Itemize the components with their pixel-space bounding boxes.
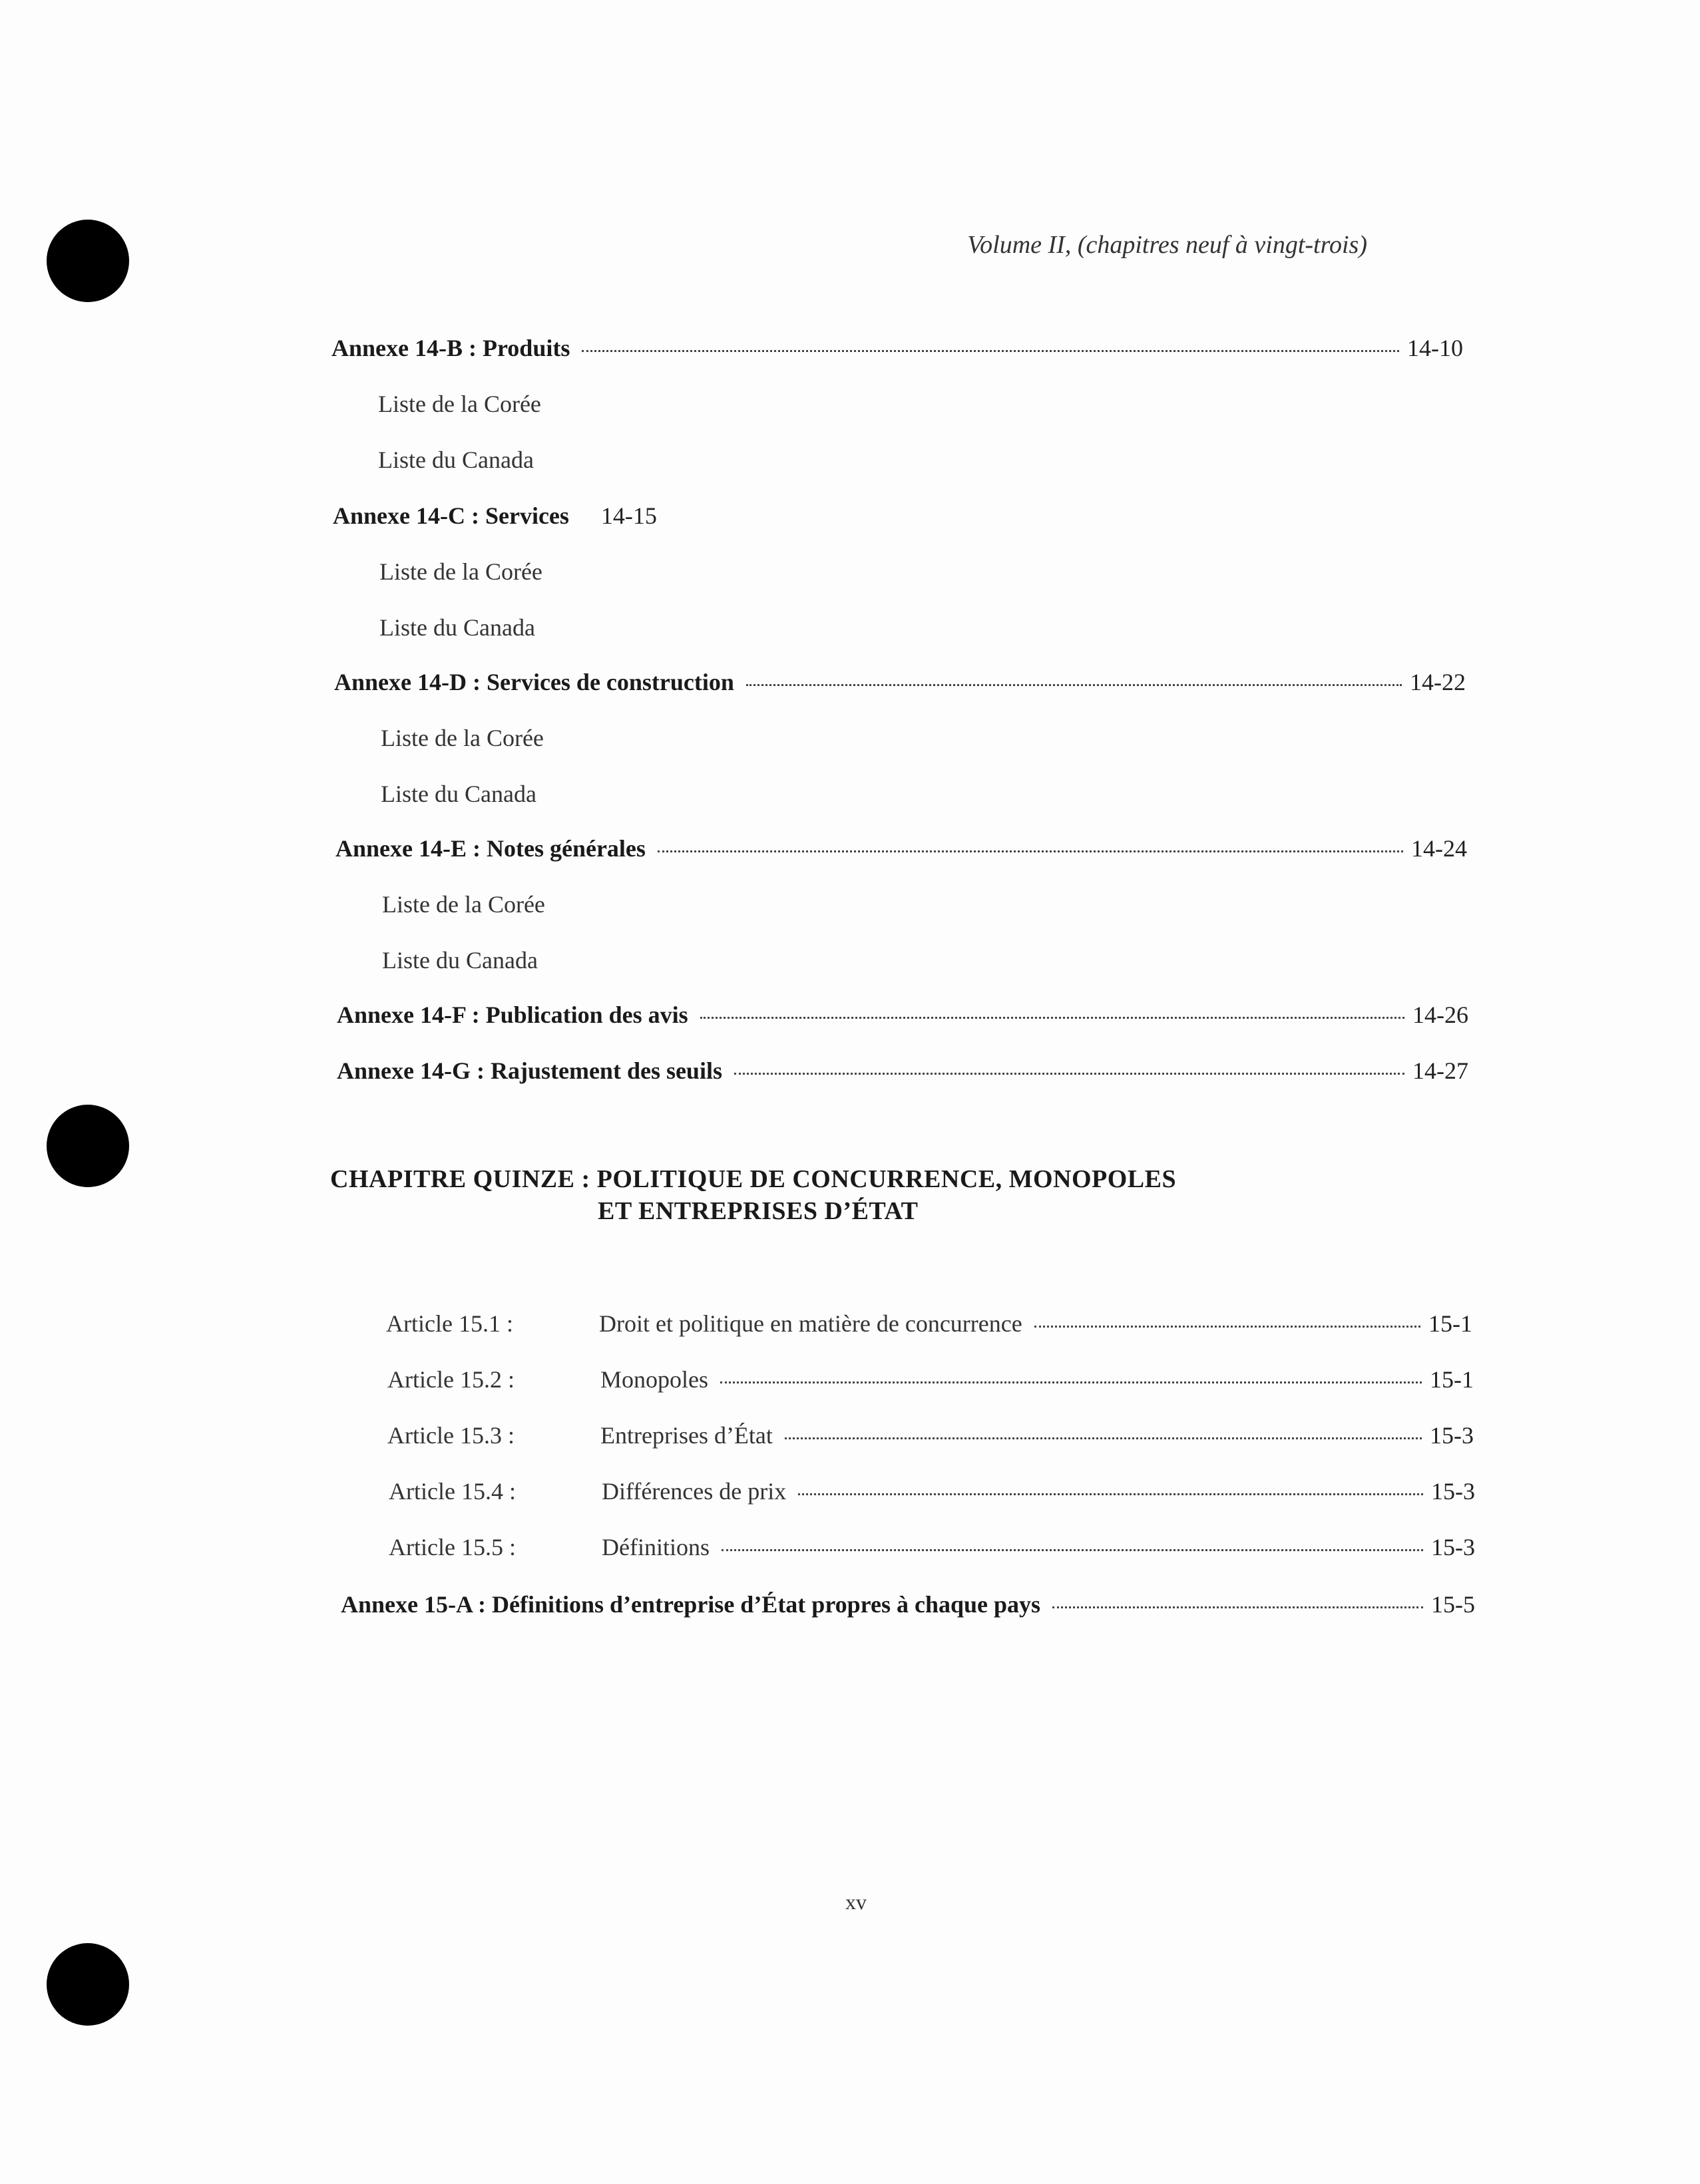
toc-entry-title: Annexe 15-A : Définitions d’entreprise d’État propres à chaque pays	[341, 1591, 1041, 1618]
article-number: Article 15.3 :	[387, 1422, 515, 1449]
toc-article-15-2	[387, 1365, 1474, 1393]
article-page: 15-3	[1431, 1534, 1475, 1560]
dot-leader	[734, 1073, 1404, 1075]
toc-subentry	[381, 724, 544, 752]
article-title: Monopoles	[600, 1366, 708, 1393]
dot-leader	[1034, 1326, 1420, 1328]
toc-entry-page: 14-15	[600, 502, 657, 529]
dot-leader	[582, 350, 1399, 352]
toc-subentry	[378, 446, 534, 474]
toc-entry-page: 14-22	[1410, 669, 1466, 695]
chapter-heading-line2: ET ENTREPRISES D’ÉTAT	[598, 1197, 919, 1225]
toc-subentry-label: Liste de la Corée	[379, 558, 542, 585]
toc-article-15-1	[386, 1310, 1472, 1338]
toc-subentry-label: Liste du Canada	[379, 614, 535, 641]
article-page: 15-1	[1430, 1366, 1474, 1393]
toc-article-15-5	[389, 1533, 1475, 1561]
toc-entry-page: 15-5	[1431, 1591, 1475, 1618]
article-number: Article 15.4 :	[389, 1478, 516, 1505]
toc-entry-title: Annexe 14-G : Rajustement des seuils	[337, 1057, 722, 1084]
toc-subentry-label: Liste de la Corée	[378, 391, 541, 417]
running-header: Volume II, (chapitres neuf à vingt-trois)	[967, 231, 1367, 259]
dot-leader	[798, 1493, 1423, 1495]
chapter-heading-line1: CHAPITRE QUINZE : POLITIQUE DE CONCURRENCE, MONOPOLES	[330, 1165, 1177, 1193]
toc-entry-title: Annexe 14-B : Produits	[331, 335, 570, 361]
article-number: Article 15.1 :	[386, 1310, 513, 1337]
toc-article-15-3	[387, 1421, 1474, 1449]
toc-subentry	[379, 558, 542, 586]
article-page: 15-3	[1430, 1422, 1474, 1449]
toc-entry-annexe-14-e	[335, 834, 1467, 862]
binder-hole-middle	[47, 1105, 129, 1187]
toc-entry-page: 14-27	[1412, 1057, 1468, 1084]
toc-subentry-label: Liste du Canada	[378, 447, 534, 473]
article-number: Article 15.2 :	[387, 1366, 515, 1393]
dot-leader	[1052, 1606, 1423, 1608]
toc-subentry-label: Liste de la Corée	[382, 891, 545, 918]
toc-subentry	[382, 890, 545, 918]
toc-entry-annexe-15-a	[341, 1590, 1475, 1618]
toc-subentry	[379, 614, 535, 641]
toc-entry-title: Annexe 14-C : Services	[333, 502, 569, 529]
dot-leader	[785, 1437, 1422, 1439]
dot-leader	[700, 1017, 1404, 1019]
toc-entry-annexe-14-b	[331, 334, 1463, 362]
page-number: xv	[845, 1890, 867, 1914]
toc-entry-page: 14-24	[1411, 835, 1467, 862]
dot-leader	[746, 684, 1402, 686]
article-title: Définitions	[602, 1534, 710, 1560]
article-title: Différences de prix	[602, 1478, 787, 1505]
toc-subentry	[381, 780, 536, 808]
article-title: Droit et politique en matière de concurrence	[599, 1310, 1022, 1337]
dot-leader	[720, 1381, 1422, 1383]
article-title: Entreprises d’État	[600, 1422, 773, 1449]
toc-entry-annexe-14-g	[337, 1057, 1468, 1085]
toc-subentry-label: Liste du Canada	[382, 947, 538, 974]
dot-leader	[658, 850, 1403, 852]
toc-entry-annexe-14-f	[337, 1001, 1468, 1029]
article-number: Article 15.5 :	[389, 1534, 516, 1560]
toc-entry-title: Annexe 14-D : Services de construction	[334, 669, 734, 695]
dot-leader	[722, 1549, 1423, 1551]
binder-hole-bottom	[47, 1943, 129, 2026]
toc-subentry-label: Liste de la Corée	[381, 725, 544, 751]
toc-entry-page: 14-26	[1412, 1001, 1468, 1028]
toc-subentry-label: Liste du Canada	[381, 781, 536, 807]
toc-entry-annexe-14-c	[333, 502, 657, 530]
toc-subentry	[382, 946, 538, 974]
toc-entry-title: Annexe 14-F : Publication des avis	[337, 1001, 688, 1028]
toc-article-15-4	[389, 1477, 1475, 1505]
article-page: 15-3	[1431, 1478, 1475, 1505]
toc-entry-title: Annexe 14-E : Notes générales	[335, 835, 646, 862]
toc-entry-annexe-14-d	[334, 668, 1466, 696]
article-page: 15-1	[1428, 1310, 1472, 1337]
toc-subentry	[378, 390, 541, 418]
binder-hole-top	[47, 220, 129, 302]
toc-entry-page: 14-10	[1407, 335, 1463, 361]
